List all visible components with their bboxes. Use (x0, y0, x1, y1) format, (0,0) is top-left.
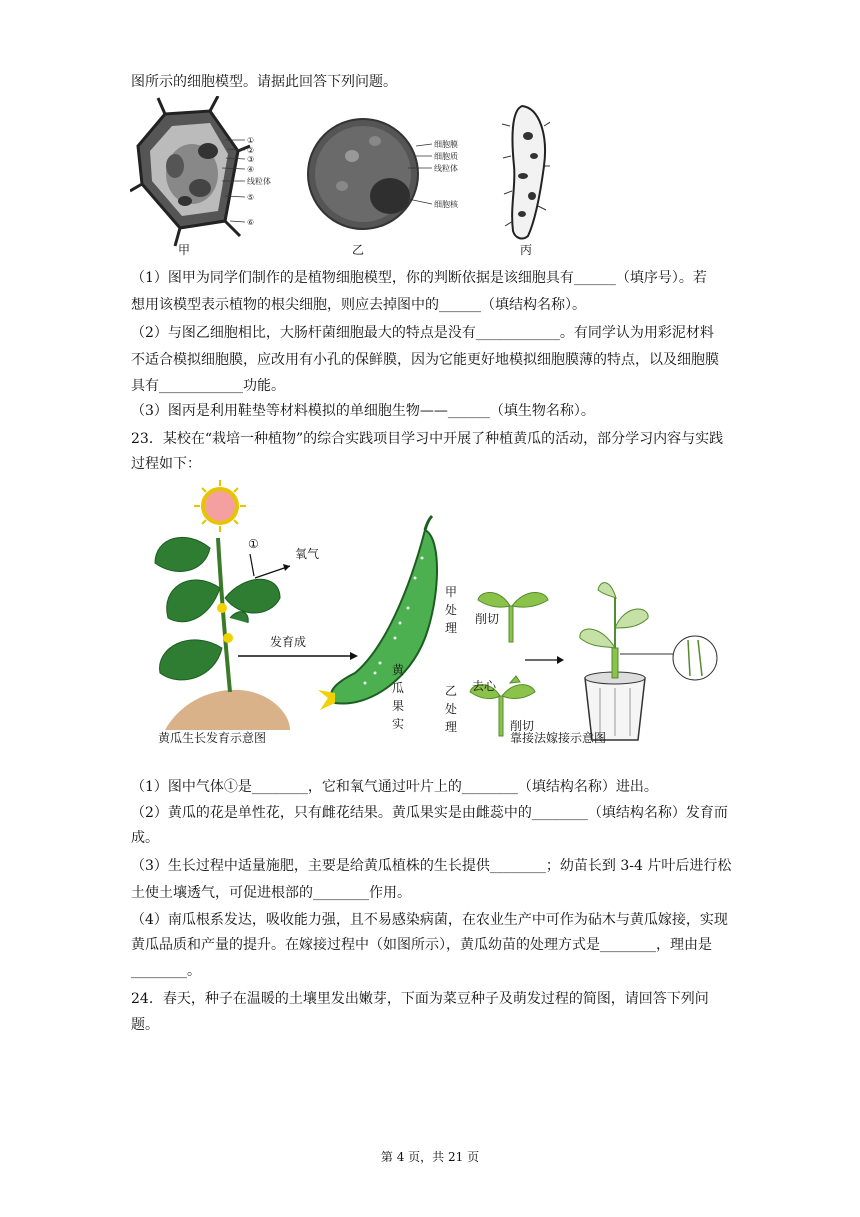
fruit-label-3: 果 (392, 699, 405, 713)
caption-bing: 丙 (520, 243, 533, 257)
caption-graft: 靠接法嫁接示意图 (510, 731, 607, 745)
animal-cell-mito-label: 线粒体 (434, 164, 458, 173)
plant-cell-model (130, 96, 271, 257)
sun-icon (194, 480, 246, 532)
q24-line-1: 24．春天，种子在温暖的土壤里发出嫩芽，下面为菜豆种子及萌发过程的简图，请回答下列问 (131, 991, 709, 1007)
gas-1-label: ① (248, 537, 259, 551)
yi-treat-2: 处 (445, 702, 458, 716)
q23-line-3: 成。 (131, 830, 159, 846)
yi-treat-1: 乙 (445, 684, 458, 698)
oxygen-label: 氧气 (295, 547, 320, 561)
develop-label: 发育成 (270, 635, 307, 649)
cut-label-jia: 削切 (475, 612, 500, 626)
q23-line-5: 土使土壤透气，可促进根部的________作用。 (131, 885, 411, 901)
q23-line-8: ________。 (131, 963, 201, 979)
fruit-label-2: 瓜 (392, 681, 405, 695)
q23-line-6: （4）南瓜根系发达，吸收能力强，且不易感染病菌，在农业生产中可作为砧木与黄瓜嫁接，实现 (131, 912, 728, 928)
jia-treat-1: 甲 (445, 585, 458, 599)
caption-growth: 黄瓜生长发育示意图 (158, 731, 267, 745)
q23-line-2: （2）黄瓜的花是单性花，只有雌花结果。黄瓜果实是由雌蕊中的________（填结构名称）发育而 (131, 805, 728, 821)
q22-line-1: （1）图甲为同学们制作的是植物细胞模型，你的判断依据是该细胞具有______（填序号）。若 (131, 270, 707, 286)
animal-cell-nucleus-label: 细胞核 (434, 200, 458, 209)
plant-cell-label-1: ① (247, 136, 255, 145)
yi-treat-3: 理 (445, 720, 458, 734)
plant-cell-label-5: ⑤ (247, 193, 255, 202)
remove-heart-label: 去心 (472, 679, 497, 693)
animal-cell-model (308, 119, 459, 257)
page-footer: 第 4 页，共 21 页 (380, 1150, 480, 1164)
q22-line-6: （3）图丙是利用鞋垫等材料模拟的单细胞生物——______（填生物名称）。 (131, 403, 595, 419)
fruit-label-1: 黄 (392, 663, 405, 677)
plant-cell-label-mito: 线粒体 (247, 177, 271, 186)
caption-jia: 甲 (178, 243, 191, 257)
caption-yi: 乙 (352, 243, 365, 257)
q23-line-7: 黄瓜品质和产量的提升。在嫁接过程中（如图所示），黄瓜幼苗的处理方式是________，理由是 (131, 937, 712, 953)
q23-line-4: （3）生长过程中适量施肥，主要是给黄瓜植株的生长提供________；幼苗长到 3-4 片叶后进行松 (131, 858, 732, 874)
q22-line-5: 具有____________功能。 (131, 378, 285, 394)
paramecium-model (502, 106, 550, 257)
animal-cell-cytoplasm-label: 细胞质 (434, 152, 458, 161)
cut-label-yi: 削切 (510, 719, 535, 733)
q23-intro-line-1: 23．某校在“栽培一种植物”的综合实践项目学习中开展了种植黄瓜的活动，部分学习内容与实践 (131, 431, 724, 447)
q23-line-1: （1）图中气体①是________，它和氧气通过叶片上的________（填结构名称）进出。 (131, 779, 658, 795)
jia-treat-2: 处 (445, 603, 458, 617)
fruit-label-4: 实 (392, 717, 405, 731)
q23-intro-line-2: 过程如下： (131, 456, 201, 472)
plant-cell-label-2: ② (247, 146, 255, 155)
plant-cell-label-3: ③ (247, 155, 255, 164)
cell-models-figure (130, 96, 550, 266)
plant-cell-label-4: ④ (247, 165, 255, 174)
q22-line-3: （2）与图乙细胞相比，大肠杆菌细胞最大的特点是没有____________。有同学认为用彩泥材料 (131, 325, 714, 341)
q24-line-2: 题。 (131, 1017, 159, 1033)
plant-cell-label-6: ⑥ (247, 218, 255, 227)
jia-treat-3: 理 (445, 621, 458, 635)
q22-line-4: 不适合模拟细胞膜，应改用有小孔的保鲜膜，因为它能更好地模拟细胞膜薄的特点，以及细胞膜 (131, 352, 719, 368)
q22-line-2: 想用该模型表示植物的根尖细胞，则应去掉图中的______（填结构名称）。 (131, 297, 586, 313)
cucumber-figure (130, 478, 730, 746)
intro-line: 图所示的细胞模型。请据此回答下列问题。 (131, 74, 397, 90)
animal-cell-membrane-label: 细胞膜 (434, 140, 458, 149)
